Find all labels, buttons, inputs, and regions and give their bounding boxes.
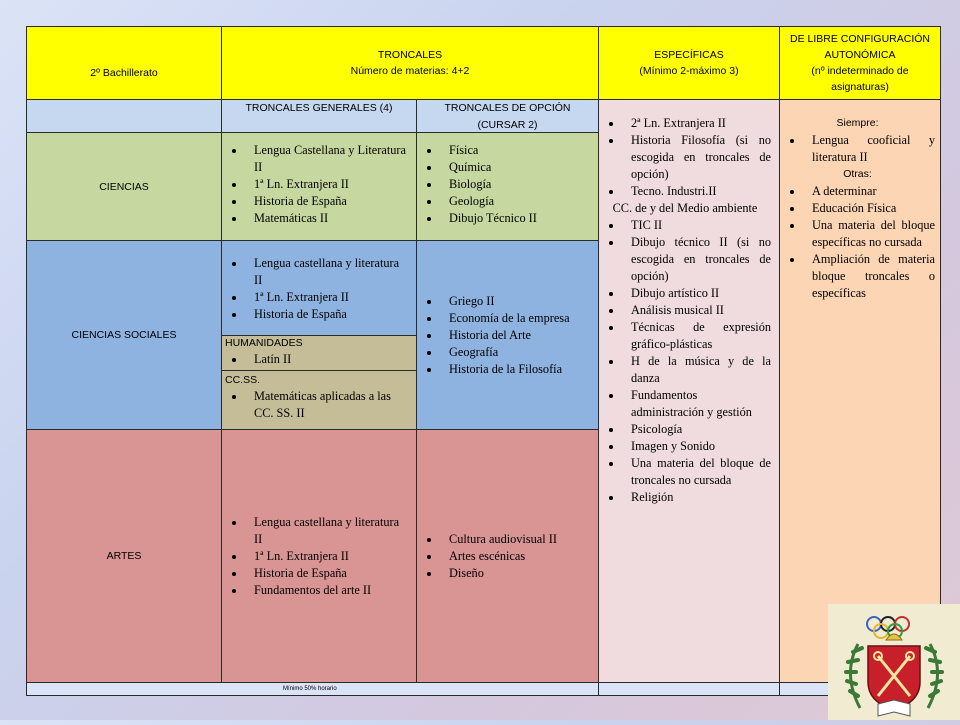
sociales-opcion	[416, 240, 599, 430]
libre-title: DE LIBRE CONFIGURACIÓN AUTONÓMICA	[789, 33, 931, 61]
list-item: 1ª Ln. Extranjera II	[254, 289, 410, 306]
list-item: Una materia del bloque específicas no cursada	[812, 218, 935, 249]
libre-otras-list	[780, 183, 935, 302]
subheader-empty	[26, 99, 222, 133]
list-item: Historia de la Filosofía	[449, 361, 594, 378]
sociales-opcion-list	[417, 293, 594, 378]
list-item: Religión	[631, 489, 771, 506]
footer-note-cell	[26, 682, 599, 696]
sociales-generales	[221, 240, 417, 336]
opcion-label: TRONCALES DE OPCIÓN (CURSAR 2)	[444, 102, 571, 131]
troncales-title: TRONCALES	[377, 49, 443, 61]
subheader-generales	[221, 99, 417, 133]
list-item: Ampliación de materia bloque troncales o específicas	[812, 252, 935, 300]
ccss-title: CC.SS.	[225, 374, 261, 386]
list-item: Geología	[449, 193, 594, 210]
list-item: Lengua castellana y literatura II	[254, 255, 410, 289]
list-item: Historia de España	[254, 306, 410, 323]
especificas-plain-item: CC. de y del Medio ambiente	[612, 201, 758, 215]
list-item: Historia de España	[254, 565, 410, 582]
artes-generales	[221, 429, 417, 683]
humanidades-cell	[221, 335, 417, 371]
libre-subtitle: (nº indeterminado de asignaturas)	[811, 65, 909, 93]
artes-opcion-list	[417, 531, 594, 582]
list-item: Análisis musical II	[631, 302, 771, 319]
list-item: Psicología	[631, 421, 771, 438]
list-item: Historia Filosofía (si no escogida en troncales de opción)	[631, 133, 771, 181]
libre-column	[779, 99, 941, 683]
ciencias-label: CIENCIAS	[99, 180, 149, 193]
artes-label: ARTES	[106, 550, 142, 562]
libre-siempre-list	[780, 132, 935, 166]
list-item: Historia de España	[254, 193, 410, 210]
footer-empty-1	[598, 682, 780, 696]
list-item: Una materia del bloque de troncales no cursada	[631, 456, 771, 487]
list-item: Educación Física	[812, 200, 935, 217]
list-item: 2ª Ln. Extranjera II	[631, 115, 771, 132]
list-item: TIC II	[631, 217, 771, 234]
list-item: Matemáticas II	[254, 210, 410, 227]
list-item: A determinar	[812, 183, 935, 200]
generales-label: TRONCALES GENERALES (4)	[245, 102, 393, 114]
list-item: Matemáticas aplicadas a las CC. SS. II	[254, 388, 408, 422]
list-item: Fundamentos del arte II	[254, 582, 410, 599]
bachillerato-label: 2º Bachillerato	[90, 67, 158, 79]
ciencias-opcion	[416, 132, 599, 241]
especificas-subtitle: (Mínimo 2-máximo 3)	[639, 65, 739, 77]
row-label-artes	[26, 429, 222, 683]
list-item: Artes escénicas	[449, 548, 594, 565]
list-item: Dibujo Técnico II	[449, 210, 594, 227]
row-label-sociales	[26, 240, 222, 430]
list-item: Tecno. Industri.II	[631, 183, 771, 200]
list-item: Latín II	[254, 351, 416, 368]
list-item: Griego II	[449, 293, 594, 310]
especificas-title: ESPECÍFICAS	[654, 49, 724, 61]
list-item: Dibujo técnico II (si no escogida en troncales de opción)	[631, 235, 771, 283]
list-item: Física	[449, 142, 594, 159]
troncales-subtitle: Número de materias: 4+2	[350, 65, 470, 77]
list-item: Cultura audiovisual II	[449, 531, 594, 548]
list-item: Lengua castellana y literatura II	[254, 514, 410, 548]
list-item: Fundamentos administración y gestión	[631, 387, 771, 421]
list-item: Economía de la empresa	[449, 310, 594, 327]
ciencias-generales-list	[222, 142, 410, 227]
artes-generales-list	[222, 514, 410, 599]
list-item: Lengua cooficial y literatura II	[812, 133, 935, 164]
crest-icon	[828, 604, 960, 720]
ccss-cell	[221, 370, 417, 430]
list-item: Historia del Arte	[449, 327, 594, 344]
artes-opcion	[416, 429, 599, 683]
list-item: Biología	[449, 176, 594, 193]
sociales-label: CIENCIAS SOCIALES	[71, 329, 177, 341]
list-item: Lengua Castellana y Literatura II	[254, 142, 410, 176]
especificas-column	[598, 99, 780, 683]
list-item: 1ª Ln. Extranjera II	[254, 548, 410, 565]
list-item: Imagen y Sonido	[631, 438, 771, 455]
row-label-ciencias	[26, 132, 222, 241]
ciencias-generales	[221, 132, 417, 241]
ccss-list	[222, 388, 416, 422]
list-item: Química	[449, 159, 594, 176]
humanidades-title: HUMANIDADES	[225, 337, 303, 349]
list-item: 1ª Ln. Extranjera II	[254, 176, 410, 193]
list-item: H de la música y de la danza	[631, 354, 771, 385]
libre-otras: Otras:	[843, 168, 872, 180]
list-item: Dibujo artístico II	[631, 285, 771, 302]
header-troncales	[221, 26, 599, 100]
header-bachillerato	[26, 26, 222, 100]
sociales-generales-list	[222, 255, 410, 323]
list-item: Diseño	[449, 565, 594, 582]
list-item: Geografía	[449, 344, 594, 361]
especificas-list-a	[599, 115, 771, 200]
libre-siempre: Siempre:	[836, 117, 879, 129]
subheader-opcion	[416, 99, 599, 133]
header-libre	[779, 26, 941, 100]
especificas-list-b	[599, 217, 771, 506]
list-item: Técnicas de expresión gráfico-plásticas	[631, 320, 771, 351]
school-crest-logo	[828, 604, 960, 720]
ciencias-opcion-list	[417, 142, 594, 227]
humanidades-list	[222, 351, 416, 368]
footer-note: Mínimo 50% horario	[283, 686, 337, 692]
header-especificas	[598, 26, 780, 100]
